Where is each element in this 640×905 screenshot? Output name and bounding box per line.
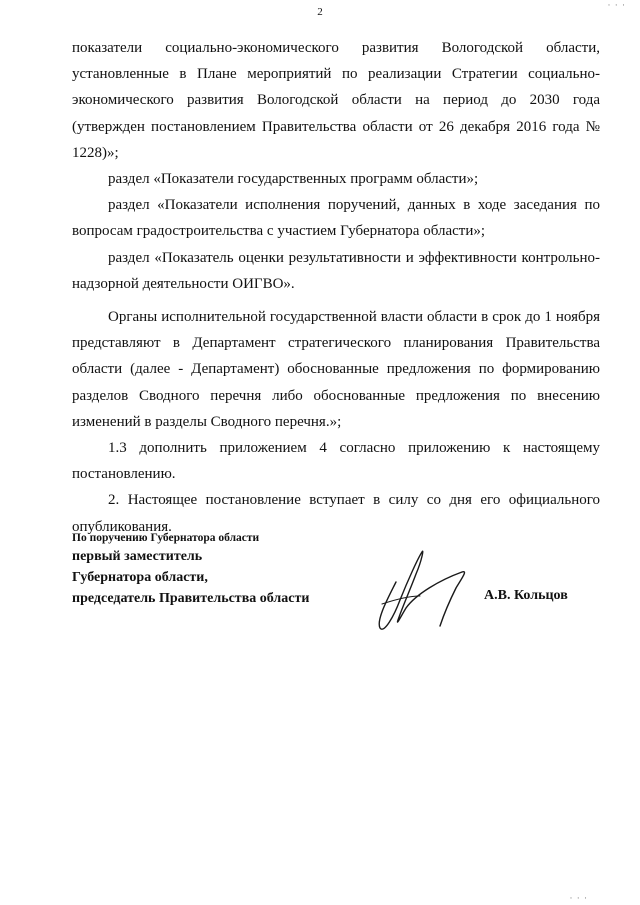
document-body (72, 35, 600, 540)
paragraph-effective-date: 2. Настоящее постановление вступает в силу со дня его официального опубликования. (72, 492, 600, 535)
corner-mark-bottom: · · · (569, 893, 588, 903)
page-number: 2 (317, 6, 323, 18)
corner-mark-top: · · · (607, 0, 626, 10)
paragraph-section-instructions: раздел «Показатели исполнения поручений, данных в ходе заседания по вопросам градостроительства с участием Губернатора области»; (72, 197, 600, 240)
signer-name: А.В. Кольцов (484, 588, 568, 603)
signature-block (72, 530, 309, 609)
paragraph-proposals: Органы исполнительной государственной власти области в срок до 1 ноября представляют в Департамент стратегического планирования Правительства области (далее - Департамент) обоснованные предложения по формированию разделов Сводного перечня либо обоснованные предложения по внесению изменений в разделы Сводного перечня.»; (72, 309, 600, 430)
handwritten-signature (350, 538, 490, 638)
on-behalf-line: По поручению Губернатора области (72, 532, 260, 544)
paragraph-section-control: раздел «Показатель оценки результативности и эффективности контрольно-надзорной деятельности ОИГВО». (72, 249, 600, 292)
paragraph-appendix: 1.3 дополнить приложением 4 согласно приложению к настоящему постановлению. (72, 440, 600, 483)
paragraph-indicators-continuation: показатели социально-экономического развития Вологодской области, установленные в Плане мероприятий по реализации Стратегии социально-экономического развития Вологодской области на период до 2030 года (утвержден постановлением Правительства области от 26 декабря 2016 года № 1228)»; (72, 40, 600, 161)
signer-position-line-3: председатель Правительства области (72, 591, 310, 606)
signer-position-line-2: Губернатора области, (72, 570, 208, 585)
paragraph-section-programs: раздел «Показатели государственных программ области»; (108, 171, 479, 188)
signer-position-line-1: первый заместитель (72, 549, 203, 564)
